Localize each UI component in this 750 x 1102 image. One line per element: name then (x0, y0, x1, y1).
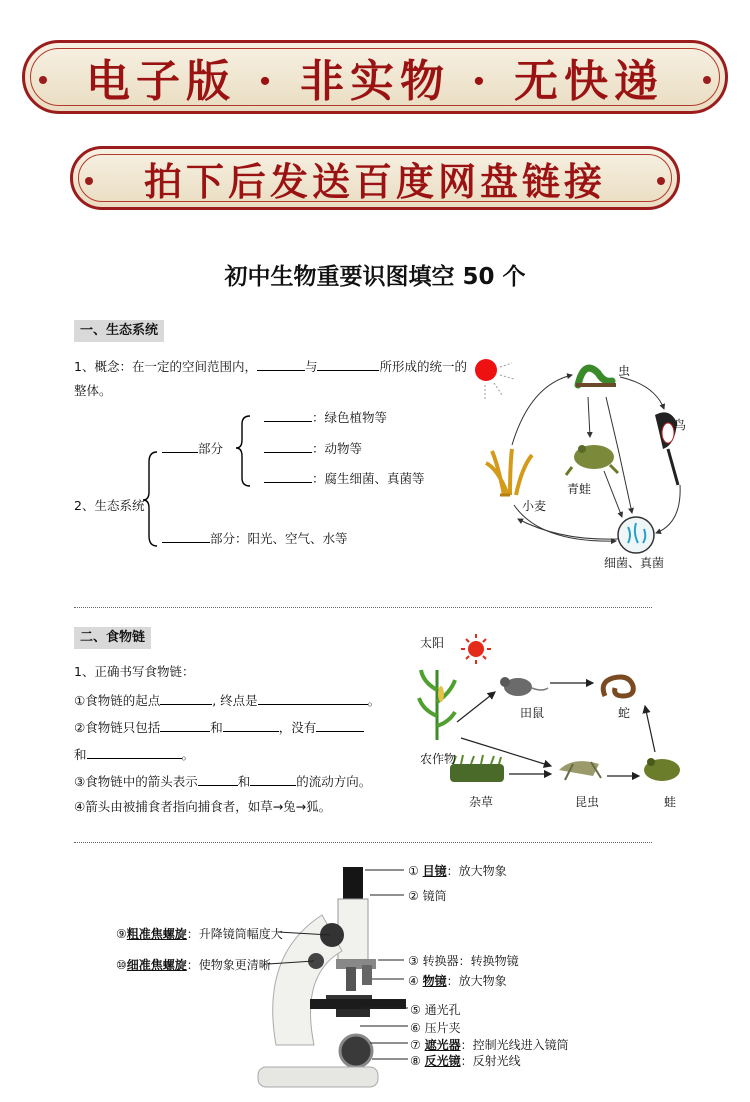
label-stage-clip: ⑥ 压片夹 (410, 1021, 461, 1035)
label-frog: 青蛙 (567, 482, 592, 496)
text: 和 (237, 774, 251, 789)
blank (87, 744, 182, 759)
food-chain-line-3 (74, 717, 364, 737)
arrow-insect-to-frog (588, 397, 590, 437)
sun-icon (461, 634, 491, 664)
grass-icon (450, 755, 504, 782)
decomposer-desc: ：腐生细菌、真菌等 (312, 471, 425, 486)
desc: ：使物象更清晰 (186, 958, 271, 972)
label-eyepiece (408, 862, 507, 879)
mouse-icon (500, 677, 548, 696)
label-fine-focus (116, 956, 271, 973)
name: 转换器 (422, 954, 459, 968)
concept-suffix: 所形成的统一的 (379, 359, 467, 374)
label-grass: 杂草 (469, 795, 494, 809)
small-brace (236, 416, 250, 486)
num: ③ (408, 954, 419, 968)
corn-icon (419, 670, 455, 740)
desc: ：转换物镜 (458, 954, 519, 968)
label-crop: 农作物 (420, 752, 457, 766)
snake-icon (603, 677, 633, 696)
label-wheat: 小麦 (522, 499, 547, 513)
desc: ：放大物象 (446, 974, 507, 988)
label-tube: ② 镜筒 (408, 889, 447, 903)
caterpillar-icon (576, 368, 616, 387)
producer-desc: ：绿色植物等 (312, 410, 388, 425)
label-insect: 虫 (618, 364, 631, 378)
grasshopper-icon (559, 761, 601, 780)
blank (258, 690, 368, 705)
label-objective (408, 972, 507, 989)
label-sun: 太阳 (420, 636, 445, 650)
frog-icon (644, 758, 680, 781)
label-frog: 蛙 (664, 795, 677, 809)
desc: ：升降镜筒幅度大 (186, 927, 283, 941)
text: ①食物链的起点 (74, 693, 161, 708)
food-chain-line-4 (74, 744, 194, 764)
blank (223, 717, 279, 732)
label-nosepiece (408, 952, 519, 969)
name: 细准焦螺旋 (126, 958, 187, 972)
label-decomposer: 细菌、真菌 (604, 556, 665, 570)
frog-icon (566, 445, 618, 475)
abiotic-desc: 部分：阳光、空气、水等 (210, 531, 348, 546)
desc: ：放大物象 (446, 864, 507, 878)
num: ⑧ (410, 1054, 421, 1068)
text: ③食物链中的箭头表示 (74, 774, 198, 789)
num: ⑨ (116, 927, 127, 941)
blank (160, 690, 212, 705)
arrow-wheat-to-insect (512, 375, 572, 445)
consumer-desc: ：动物等 (312, 441, 363, 456)
arrow-insect-to-bird (620, 377, 664, 409)
desc: ：控制光线进入镜筒 (460, 1038, 569, 1052)
label-coarse-focus (116, 925, 283, 942)
name: 反光镜 (424, 1054, 461, 1068)
name: 遮光器 (424, 1038, 461, 1052)
label-aperture: ⑤ 通光孔 (410, 1003, 461, 1017)
text: 和 (210, 720, 223, 735)
wheat-icon (486, 449, 532, 495)
food-chain-diagram (415, 630, 705, 815)
arrow-bacteria-to-wheat (518, 519, 618, 539)
concept-prefix: 1、概念：在一定的空间范围内， (74, 359, 257, 374)
concept-line-2: 整体。 (74, 383, 112, 398)
concept-mid: 与 (304, 359, 318, 374)
arrow-crop-to-insect (461, 738, 551, 766)
text: , 终点是 (212, 693, 258, 708)
microscope-leader-lines (0, 855, 750, 1085)
label-mirror (410, 1052, 521, 1069)
text: ，没有 (278, 720, 317, 735)
label-bird: 鸟 (674, 418, 687, 432)
bacteria-icon (618, 517, 654, 553)
desc: ：反射光线 (460, 1054, 521, 1068)
food-chain-line-6: ④箭头由被捕食者指向捕食者，如草→兔→狐。 (74, 799, 332, 814)
num: ① (408, 864, 419, 878)
blank (316, 717, 364, 732)
arrow-bird-to-bacteria (656, 485, 680, 533)
section-divider (74, 842, 652, 843)
blank (198, 771, 238, 786)
arrow-frog-to-bacteria (604, 471, 622, 517)
num: ④ (408, 974, 419, 988)
blank (250, 771, 296, 786)
label-snake: 蛇 (618, 706, 631, 720)
name: 目镜 (422, 864, 447, 878)
ecosystem-diagram (460, 345, 710, 580)
document-title: 初中生物重要识图填空 50 个 (224, 264, 526, 290)
food-chain-line-2 (74, 690, 380, 710)
banner-top-text: 电子版 · 非实物 · 无快递 (86, 56, 664, 107)
label-insect: 昆虫 (575, 795, 600, 809)
name: 粗准焦螺旋 (126, 927, 187, 941)
num: ⑩ (116, 958, 127, 972)
sun-icon (475, 359, 514, 400)
food-chain-line-5 (74, 771, 371, 791)
text: 。 (367, 693, 381, 708)
text: 。 (181, 747, 195, 762)
label-mouse: 田鼠 (520, 706, 545, 720)
big-brace (143, 452, 157, 546)
name: 物镜 (422, 974, 447, 988)
ecosystem-label: 2、生态系统 (74, 498, 145, 513)
part-label: 部分 (198, 441, 224, 456)
section-heading-food-chain: 二、食物链 (74, 627, 151, 649)
section-heading-ecosystem: 一、生态系统 (74, 320, 164, 342)
arrow-frog-to-snake (645, 706, 655, 752)
arrow-crop-to-mouse (457, 692, 495, 722)
food-chain-line-1: 1、正确书写食物链： (74, 664, 195, 679)
num: ⑦ (410, 1038, 421, 1052)
text: 和 (74, 747, 87, 762)
text: 的流动方向。 (296, 774, 372, 789)
text: ②食物链只包括 (74, 720, 161, 735)
label-diaphragm (410, 1036, 569, 1053)
section-divider (74, 607, 652, 608)
blank (160, 717, 210, 732)
banner-bottom-text: 拍下后发送百度网盘链接 (143, 158, 606, 204)
